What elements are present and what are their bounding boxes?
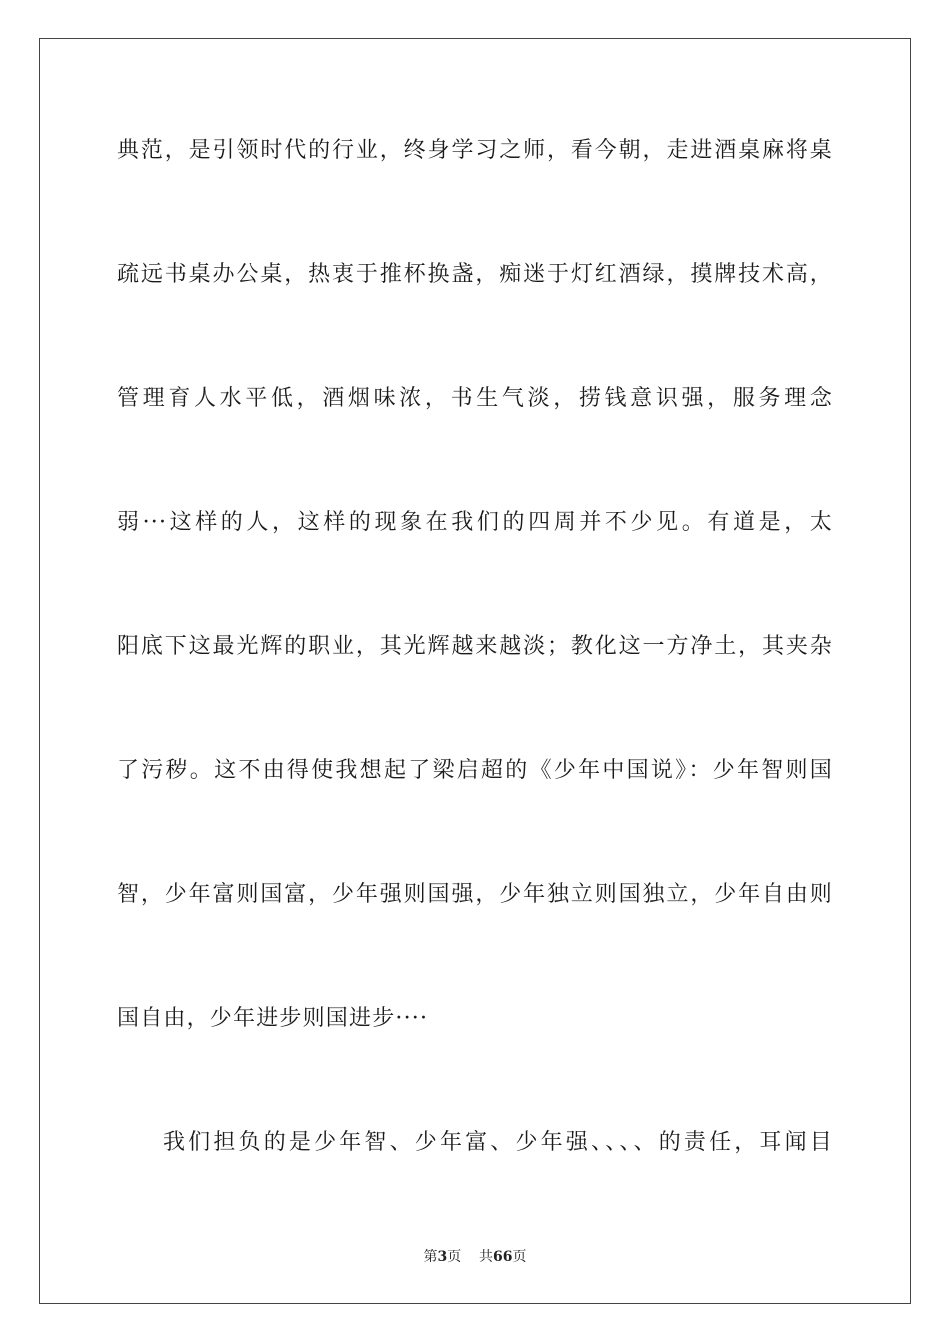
text-line-5: 阳底下这最光辉的职业，其光辉越来越淡；教化这一方净土，其夹杂 xyxy=(117,634,833,659)
paragraph-start-line: 我们担负的是少年智、少年富、少年强、、、、的责任，耳闻目 xyxy=(163,1130,833,1155)
total-prefix: 共 xyxy=(479,1249,494,1265)
total-pages: 66 xyxy=(493,1249,513,1265)
page-suffix: 页 xyxy=(447,1249,462,1265)
text-line-7: 智，少年富则国富，少年强则国强，少年独立则国独立，少年自由则 xyxy=(117,882,833,907)
text-line-4: 弱···这样的人，这样的现象在我们的四周并不少见。有道是，太 xyxy=(117,510,833,535)
page-footer xyxy=(0,1247,950,1267)
text-line-8: 国自由，少年进步则国进步···· xyxy=(117,1006,429,1031)
total-suffix: 页 xyxy=(512,1249,527,1265)
page-number: 3 xyxy=(437,1249,448,1265)
text-line-3: 管理育人水平低，酒烟味浓，书生气淡，捞钱意识强，服务理念 xyxy=(117,386,833,411)
text-line-6: 了污秽。这不由得使我想起了梁启超的《少年中国说》：少年智则国 xyxy=(117,758,833,783)
text-line-1: 典范，是引领时代的行业，终身学习之师，看今朝，走进酒桌麻将桌 xyxy=(117,138,833,163)
page-border xyxy=(39,38,911,1304)
text-line-2: 疏远书桌办公桌，热衷于推杯换盏，痴迷于灯红酒绿，摸牌技术高， xyxy=(117,262,833,287)
page-prefix: 第 xyxy=(423,1249,438,1265)
